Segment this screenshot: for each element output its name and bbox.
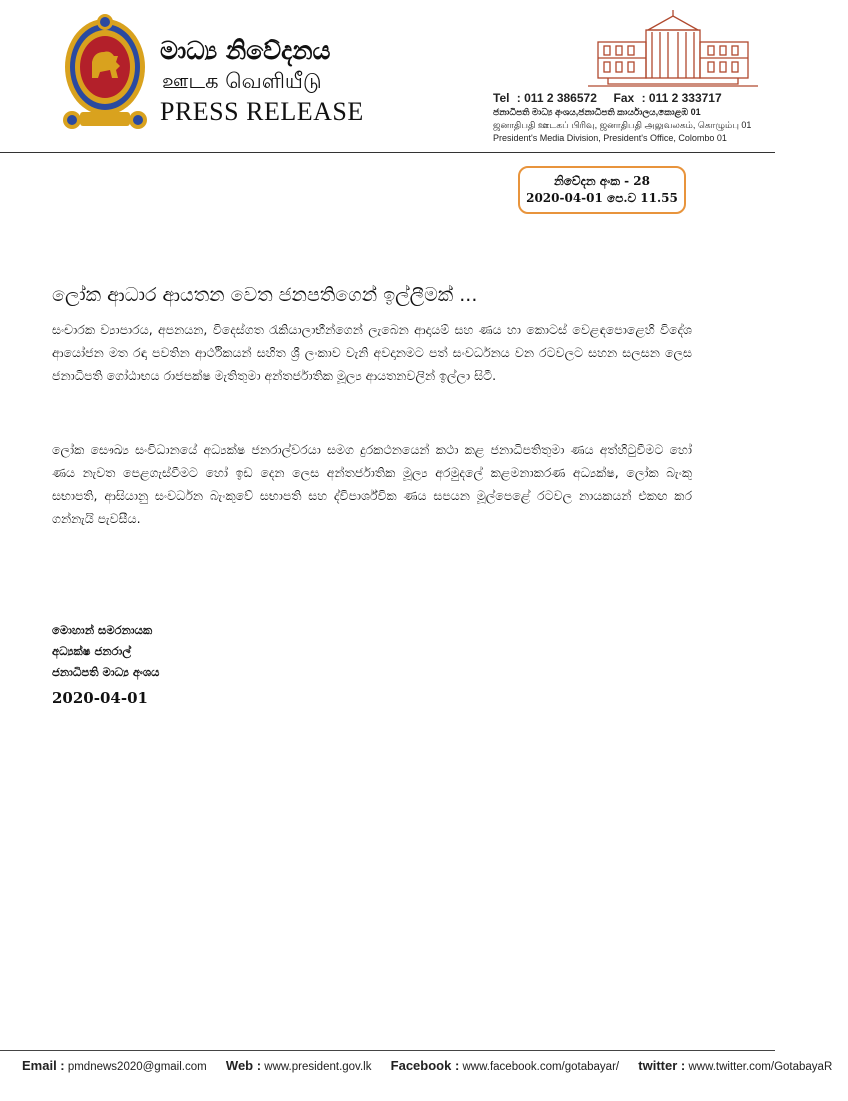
release-number-box [518, 166, 686, 214]
signatory-title: අධ්‍යක්ෂ ජනරාල් [52, 644, 132, 658]
tel-value: : 011 2 386572 [516, 91, 597, 105]
footer-contacts [22, 1058, 833, 1073]
signatory-name: මොහාන් සමරනායක [52, 623, 153, 637]
facebook-link[interactable]: www.facebook.com/gotabayar/ [462, 1061, 620, 1073]
body-paragraph-1: සංචාරක ව්‍යාපාරය, අපනයන, විදෙස්ගත රැකියාලාභීන්ගෙන් ලැබෙන ආදායම් සහ ණය හා කොටස් වෙළඳපොළෙහි විදේශ ආයෝජන මත රඳා පවතින ආර්ථිකයන් සහිත ශ්‍රී ලංකාව වැනි අවදානමට පත් සංවර්ධනය වන රටවලට සහන සලසන ලෙස ජනාධිපති ගෝඨාභය රාජපක්ෂ මැතිතුමා අන්තර්ජාතික මූල්‍ය ආයතනවලින් ඉල්ලා සිටී. [52, 322, 692, 383]
signatory-office: ජනාධිපති මාධ්‍ය අංශය [52, 665, 160, 679]
building-icon [588, 8, 758, 88]
twitter-label: twitter : [638, 1058, 686, 1073]
email-label: Email : [22, 1058, 65, 1073]
tel-label: Tel [493, 91, 510, 105]
signature-date: 2020-04-01 [52, 689, 148, 707]
signature-block [52, 620, 159, 683]
header-divider [0, 152, 775, 153]
title-sinhala: මාධ්‍ය නිවේදනය [160, 36, 331, 65]
title-tamil: ஊடக வெளியீடு [162, 69, 322, 93]
release-datetime: 2020-04-01 පෙ.ව 11.55 [526, 191, 678, 205]
address-tamil: ஜனாதிபதி ஊடகப் பிரிவு, ஜனாதிபதி அலுவலகம், கொழும்பு 01 [493, 120, 752, 130]
email-link[interactable]: pmdnews2020@gmail.com [67, 1061, 207, 1073]
footer-facebook [390, 1058, 623, 1073]
national-emblem-icon [60, 12, 150, 137]
footer-web [225, 1058, 375, 1073]
title-english: PRESS RELEASE [160, 97, 364, 126]
web-label: Web : [225, 1058, 262, 1073]
address-sinhala: ජනාධිපති මාධ්‍ය අංශය,ජනාධිපති කාර්යාලය,කොළඹ 01 [493, 107, 701, 117]
footer-divider [0, 1050, 775, 1051]
address-english: President's Media Division, President's Office, Colombo 01 [493, 133, 727, 143]
phone-fax-line [493, 90, 753, 106]
body-paragraph-2: ලෝක සෞඛ්‍ය සංවිධානයේ අධ්‍යක්ෂ ජනරාල්වරයා සමග දුරකථනයෙන් කථා කළ ජනාධිපතිතුමා ණය අත්හිටුවීමට හෝ ණය නැවත පෙළගැස්වීමට හෝ ඉඩ දෙන ලෙස අන්තර්ජාතික මූල්‍ය අරමුදලේ කළමනාකරණ අධ්‍යක්ෂ, ලෝක බැංකු සභාපති, ආසියානු සංවර්ධන බැංකුවේ සභාපති සහ ද්විපාර්ශ්වික ණය සපයන මූල්පෙළේ රටවල නායකයන් එකඟ කර ගන්නැයි පැවසීය. [52, 442, 692, 526]
headline: ලෝක ආධාර ආයතන වෙත ජනපතිගෙන් ඉල්ලීමක් ... [52, 284, 478, 306]
contact-details [493, 90, 753, 145]
press-release-title [160, 36, 364, 128]
facebook-label: Facebook : [390, 1058, 460, 1073]
footer-email [22, 1058, 210, 1073]
footer-twitter [638, 1058, 833, 1073]
fax-label: Fax [613, 91, 635, 105]
twitter-link[interactable]: www.twitter.com/GotabayaR [688, 1061, 833, 1073]
web-link[interactable]: www.president.gov.lk [264, 1061, 372, 1073]
release-number: නිවේදන අංක - 28 [553, 174, 650, 188]
fax-value: : 011 2 333717 [641, 91, 722, 105]
